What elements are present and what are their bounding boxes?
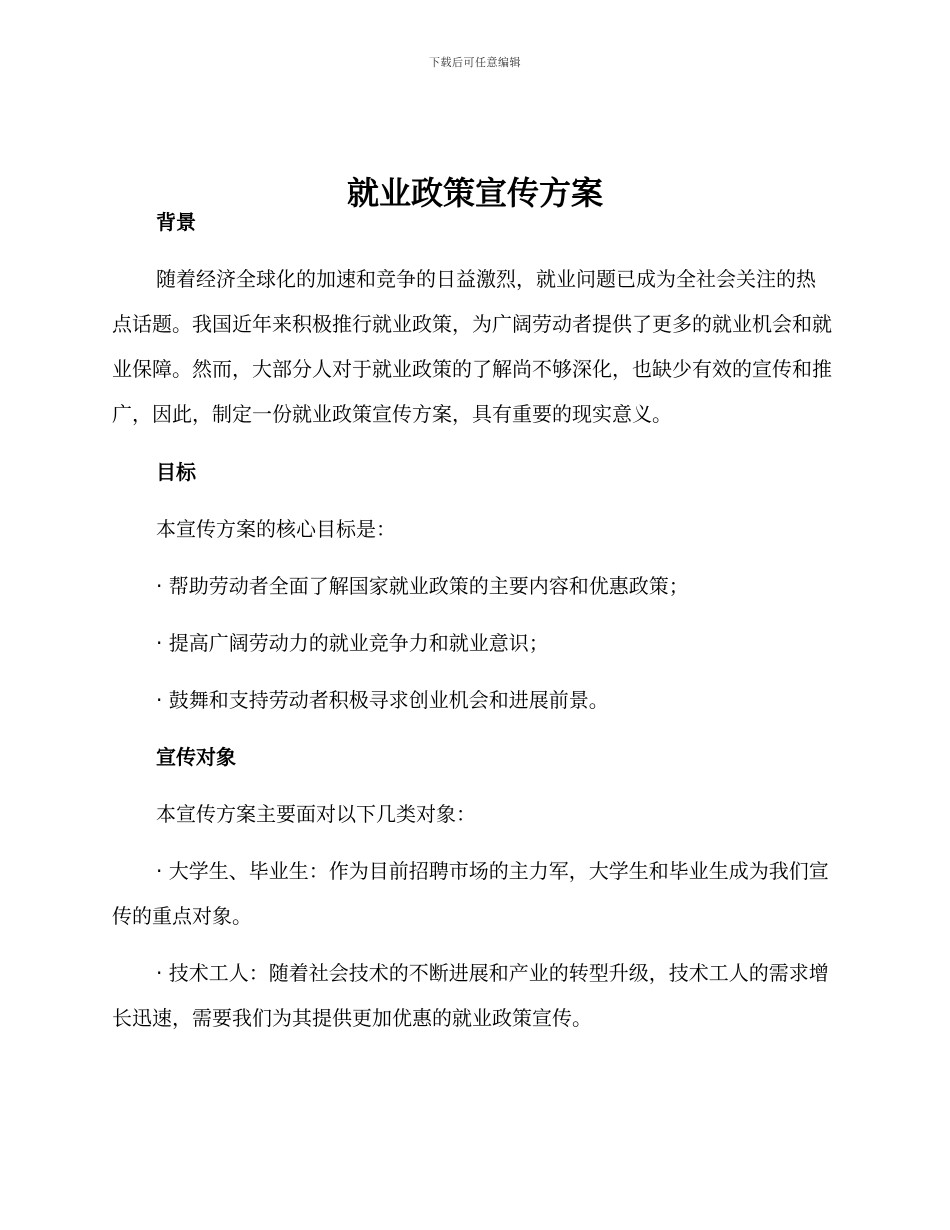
document-body	[112, 200, 832, 1041]
goals-intro: 本宣传方案的核心目标是：	[156, 517, 396, 541]
goals-item: · 鼓舞和支持劳动者积极寻求创业机会和进展前景。	[156, 688, 609, 712]
page-header-note: 下载后可任意编辑	[429, 56, 521, 69]
document-title: 就业政策宣传方案	[346, 174, 603, 213]
audience-item: · 大学生、毕业生：作为目前招聘市场的主力军，大学生和毕业生成为我们宣传的重点对象。	[112, 859, 829, 928]
goals-item: · 帮助劳动者全面了解国家就业政策的主要内容和优惠政策；	[156, 574, 689, 598]
section-heading-goals: 目标	[156, 460, 196, 484]
audience-item: · 技术工人：随着社会技术的不断进展和产业的转型升级，技术工人的需求增长迅速，需要我们为其提供更加优惠的就业政策宣传。	[112, 961, 829, 1030]
section-heading-audience: 宣传对象	[156, 745, 236, 769]
audience-intro: 本宣传方案主要面对以下几类对象：	[156, 802, 476, 826]
background-paragraph: 随着经济全球化的加速和竞争的日益激烈，就业问题已成为全社会关注的热点话题。我国近年来积极推行就业政策，为广阔劳动者提供了更多的就业机会和就业保障。然而，大部分人对于就业政策的了解尚不够深化，也缺少有效的宣传和推广，因此，制定一份就业政策宣传方案，具有重要的现实意义。	[112, 267, 832, 426]
goals-item: · 提高广阔劳动力的就业竞争力和就业意识；	[156, 631, 549, 655]
section-heading-background: 背景	[156, 210, 196, 234]
